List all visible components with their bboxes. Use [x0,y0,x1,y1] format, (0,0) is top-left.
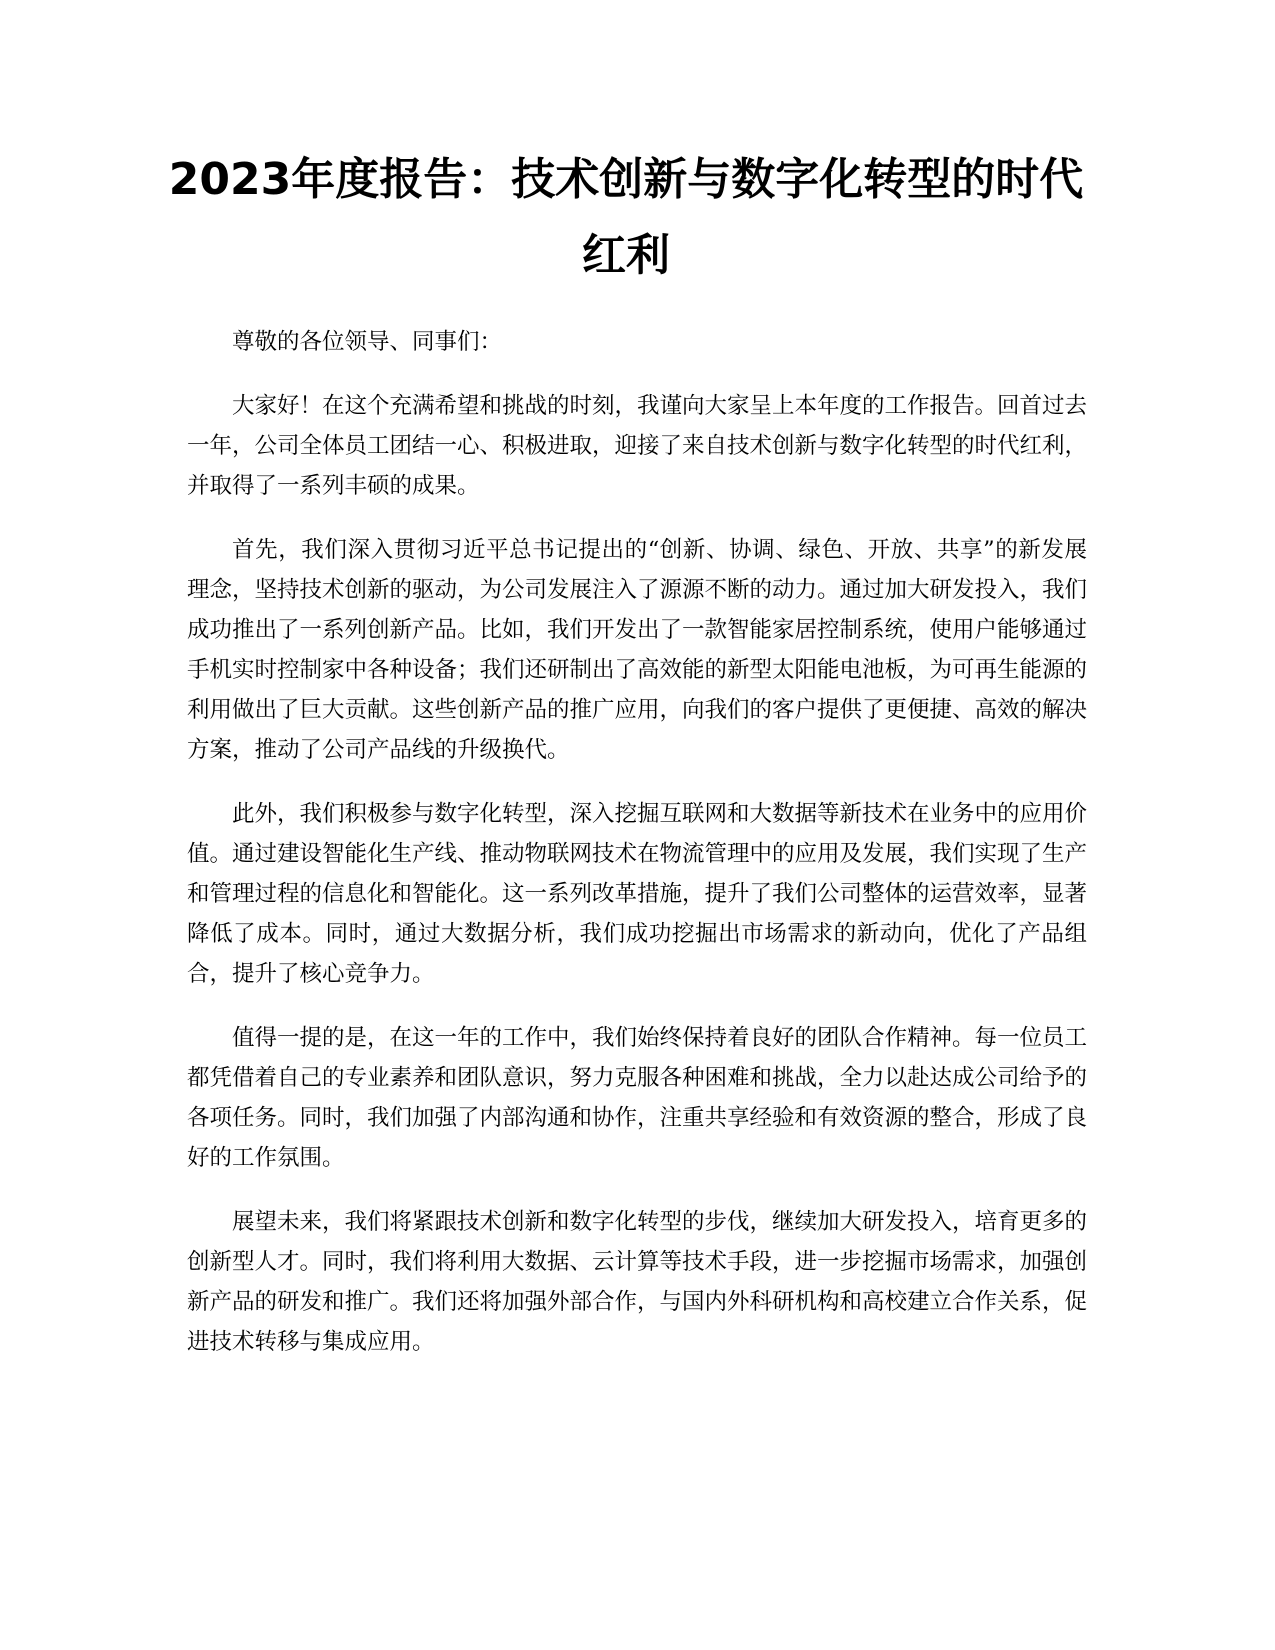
paragraph-greeting: 大家好！在这个充满希望和挑战的时刻，我谨向大家呈上本年度的工作报告。回首过去一年，公司全体员工团结一心、积极进取，迎接了来自技术创新与数字化转型的时代红利，并取得了一系列丰硕的成果。 [187,393,1088,499]
paragraph-salutation: 尊敬的各位领导、同事们： [232,329,503,355]
document-title: 2023年度报告：技术创新与数字化转型的时代红利 [168,154,1084,281]
document-body [187,322,1087,1386]
paragraph-innovation: 首先，我们深入贯彻习近平总书记提出的“创新、协调、绿色、开放、共享”的新发展理念，坚持技术创新的驱动，为公司发展注入了源源不断的动力。通过加大研发投入，我们成功推出了一系列创新产品。比如，我们开发出了一款智能家居控制系统，使用户能够通过手机实时控制家中各种设备；我们还研制出了高效能的新型太阳能电池板，为可再生能源的利用做出了巨大贡献。这些创新产品的推广应用，向我们的客户提供了更便捷、高效的解决方案，推动了公司产品线的升级换代。 [187,537,1088,763]
paragraph-outlook: 展望未来，我们将紧跟技术创新和数字化转型的步伐，继续加大研发投入，培育更多的创新型人才。同时，我们将利用大数据、云计算等技术手段，进一步挖掘市场需求，加强创新产品的研发和推广。我们还将加强外部合作，与国内外科研机构和高校建立合作关系，促进技术转移与集成应用。 [187,1209,1088,1355]
paragraph-teamwork: 值得一提的是，在这一年的工作中，我们始终保持着良好的团队合作精神。每一位员工都凭借着自己的专业素养和团队意识，努力克服各种困难和挑战，全力以赴达成公司给予的各项任务。同时，我们加强了内部沟通和协作，注重共享经验和有效资源的整合，形成了良好的工作氛围。 [187,1025,1088,1171]
paragraph-digital-transformation: 此外，我们积极参与数字化转型，深入挖掘互联网和大数据等新技术在业务中的应用价值。通过建设智能化生产线、推动物联网技术在物流管理中的应用及发展，我们实现了生产和管理过程的信息化和智能化。这一系列改革措施，提升了我们公司整体的运营效率，显著降低了成本。同时，通过大数据分析，我们成功挖掘出市场需求的新动向，优化了产品组合，提升了核心竞争力。 [187,801,1088,987]
